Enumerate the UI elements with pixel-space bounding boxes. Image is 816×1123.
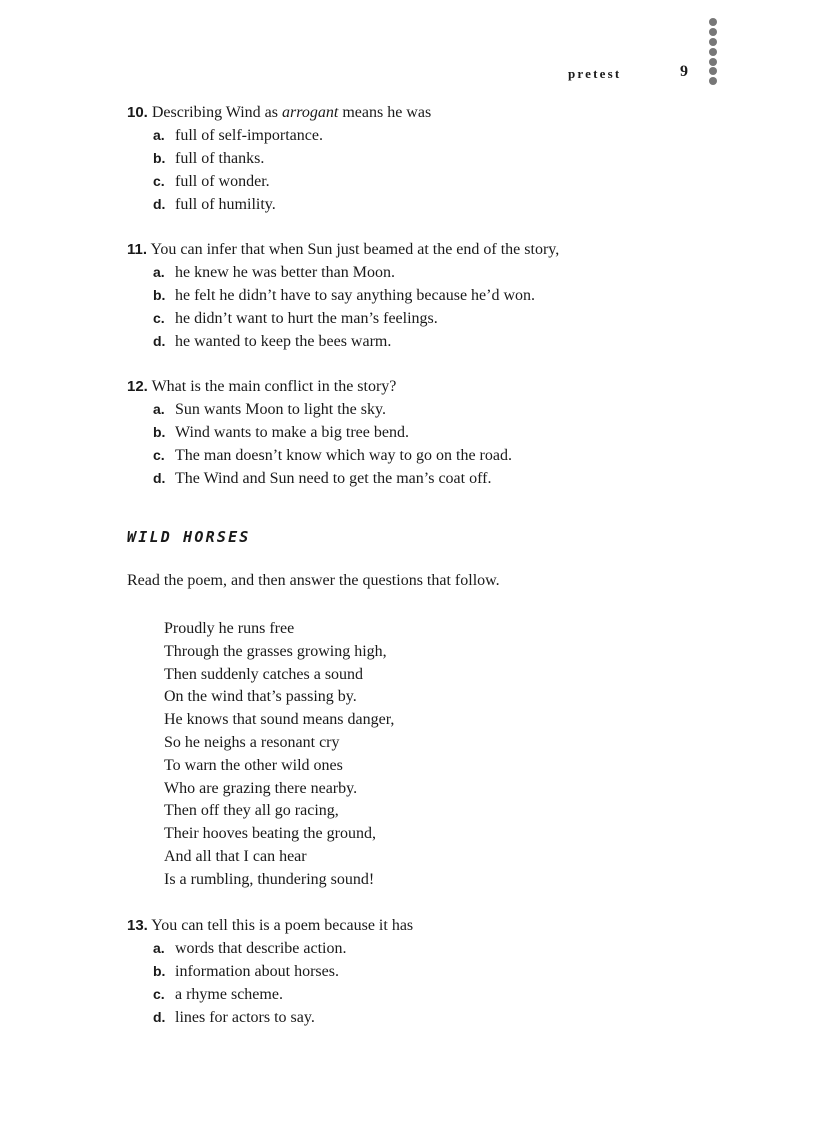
question-number: 13.: [127, 917, 148, 934]
answer-option: a. full of self-importance.: [153, 127, 323, 144]
poem-line: Is a rumbling, thundering sound!: [164, 870, 375, 888]
answer-option: a. Sun wants Moon to light the sky.: [153, 401, 386, 418]
poem-line: Through the grasses growing high,: [164, 642, 387, 660]
question-number: 12.: [127, 378, 148, 395]
question-stem: 10. Describing Wind as arrogant means he was: [127, 104, 432, 121]
poem-line: To warn the other wild ones: [164, 756, 343, 774]
answer-option: c. he didn’t want to hurt the man’s feelings.: [153, 310, 438, 327]
poem-line: Their hooves beating the ground,: [164, 825, 376, 843]
question-12: [127, 375, 512, 490]
poem-line: Then off they all go racing,: [164, 802, 339, 820]
answer-option: a. words that describe action.: [153, 940, 347, 957]
poem: [164, 618, 394, 892]
poem-line: And all that I can hear: [164, 847, 307, 865]
answer-option: c. full of wonder.: [153, 173, 270, 190]
poem-line: He knows that sound means danger,: [164, 711, 395, 729]
question-10: [127, 101, 431, 216]
poem-line: On the wind that’s passing by.: [164, 688, 357, 706]
answer-option: b. information about horses.: [153, 963, 339, 980]
question-number: 11.: [127, 241, 148, 258]
decorative-dots: [709, 18, 719, 87]
page-number: 9: [680, 63, 688, 80]
question-number: 10.: [127, 104, 148, 121]
dot-icon: [709, 77, 717, 85]
question-13: [127, 914, 413, 1029]
dot-icon: [709, 28, 717, 36]
answer-option: b. full of thanks.: [153, 150, 265, 167]
emphasized-word: arrogant: [282, 104, 339, 121]
running-head: pretest: [568, 66, 622, 81]
instructions: Read the poem, and then answer the questions that follow.: [127, 572, 500, 589]
dot-icon: [709, 58, 717, 66]
poem-line: Then suddenly catches a sound: [164, 665, 364, 683]
answer-option: b. he felt he didn’t have to say anything because he’d won.: [153, 287, 536, 304]
answer-option: c. The man doesn’t know which way to go on the road.: [153, 447, 512, 464]
answer-option: a. he knew he was better than Moon.: [153, 264, 395, 281]
answer-option: b. Wind wants to make a big tree bend.: [153, 424, 409, 441]
question-11: [127, 238, 559, 353]
answer-option: d. he wanted to keep the bees warm.: [153, 333, 392, 350]
poem-line: Proudly he runs free: [164, 620, 295, 637]
question-stem: 13. You can tell this is a poem because it has: [127, 917, 414, 934]
answer-option: c. a rhyme scheme.: [153, 986, 283, 1003]
answer-option: d. The Wind and Sun need to get the man’s coat off.: [153, 470, 492, 487]
dot-icon: [709, 18, 717, 26]
answer-option: d. full of humility.: [153, 196, 276, 213]
dot-icon: [709, 67, 717, 75]
dot-icon: [709, 38, 717, 46]
answer-option: d. lines for actors to say.: [153, 1009, 315, 1026]
dot-icon: [709, 48, 717, 56]
question-stem: 12. What is the main conflict in the story?: [127, 378, 397, 395]
poem-line: Who are grazing there nearby.: [164, 779, 358, 797]
section-title: WILD HORSES: [127, 528, 251, 546]
poem-line: So he neighs a resonant cry: [164, 733, 340, 751]
question-stem: 11. You can infer that when Sun just beamed at the end of the story,: [127, 241, 560, 258]
